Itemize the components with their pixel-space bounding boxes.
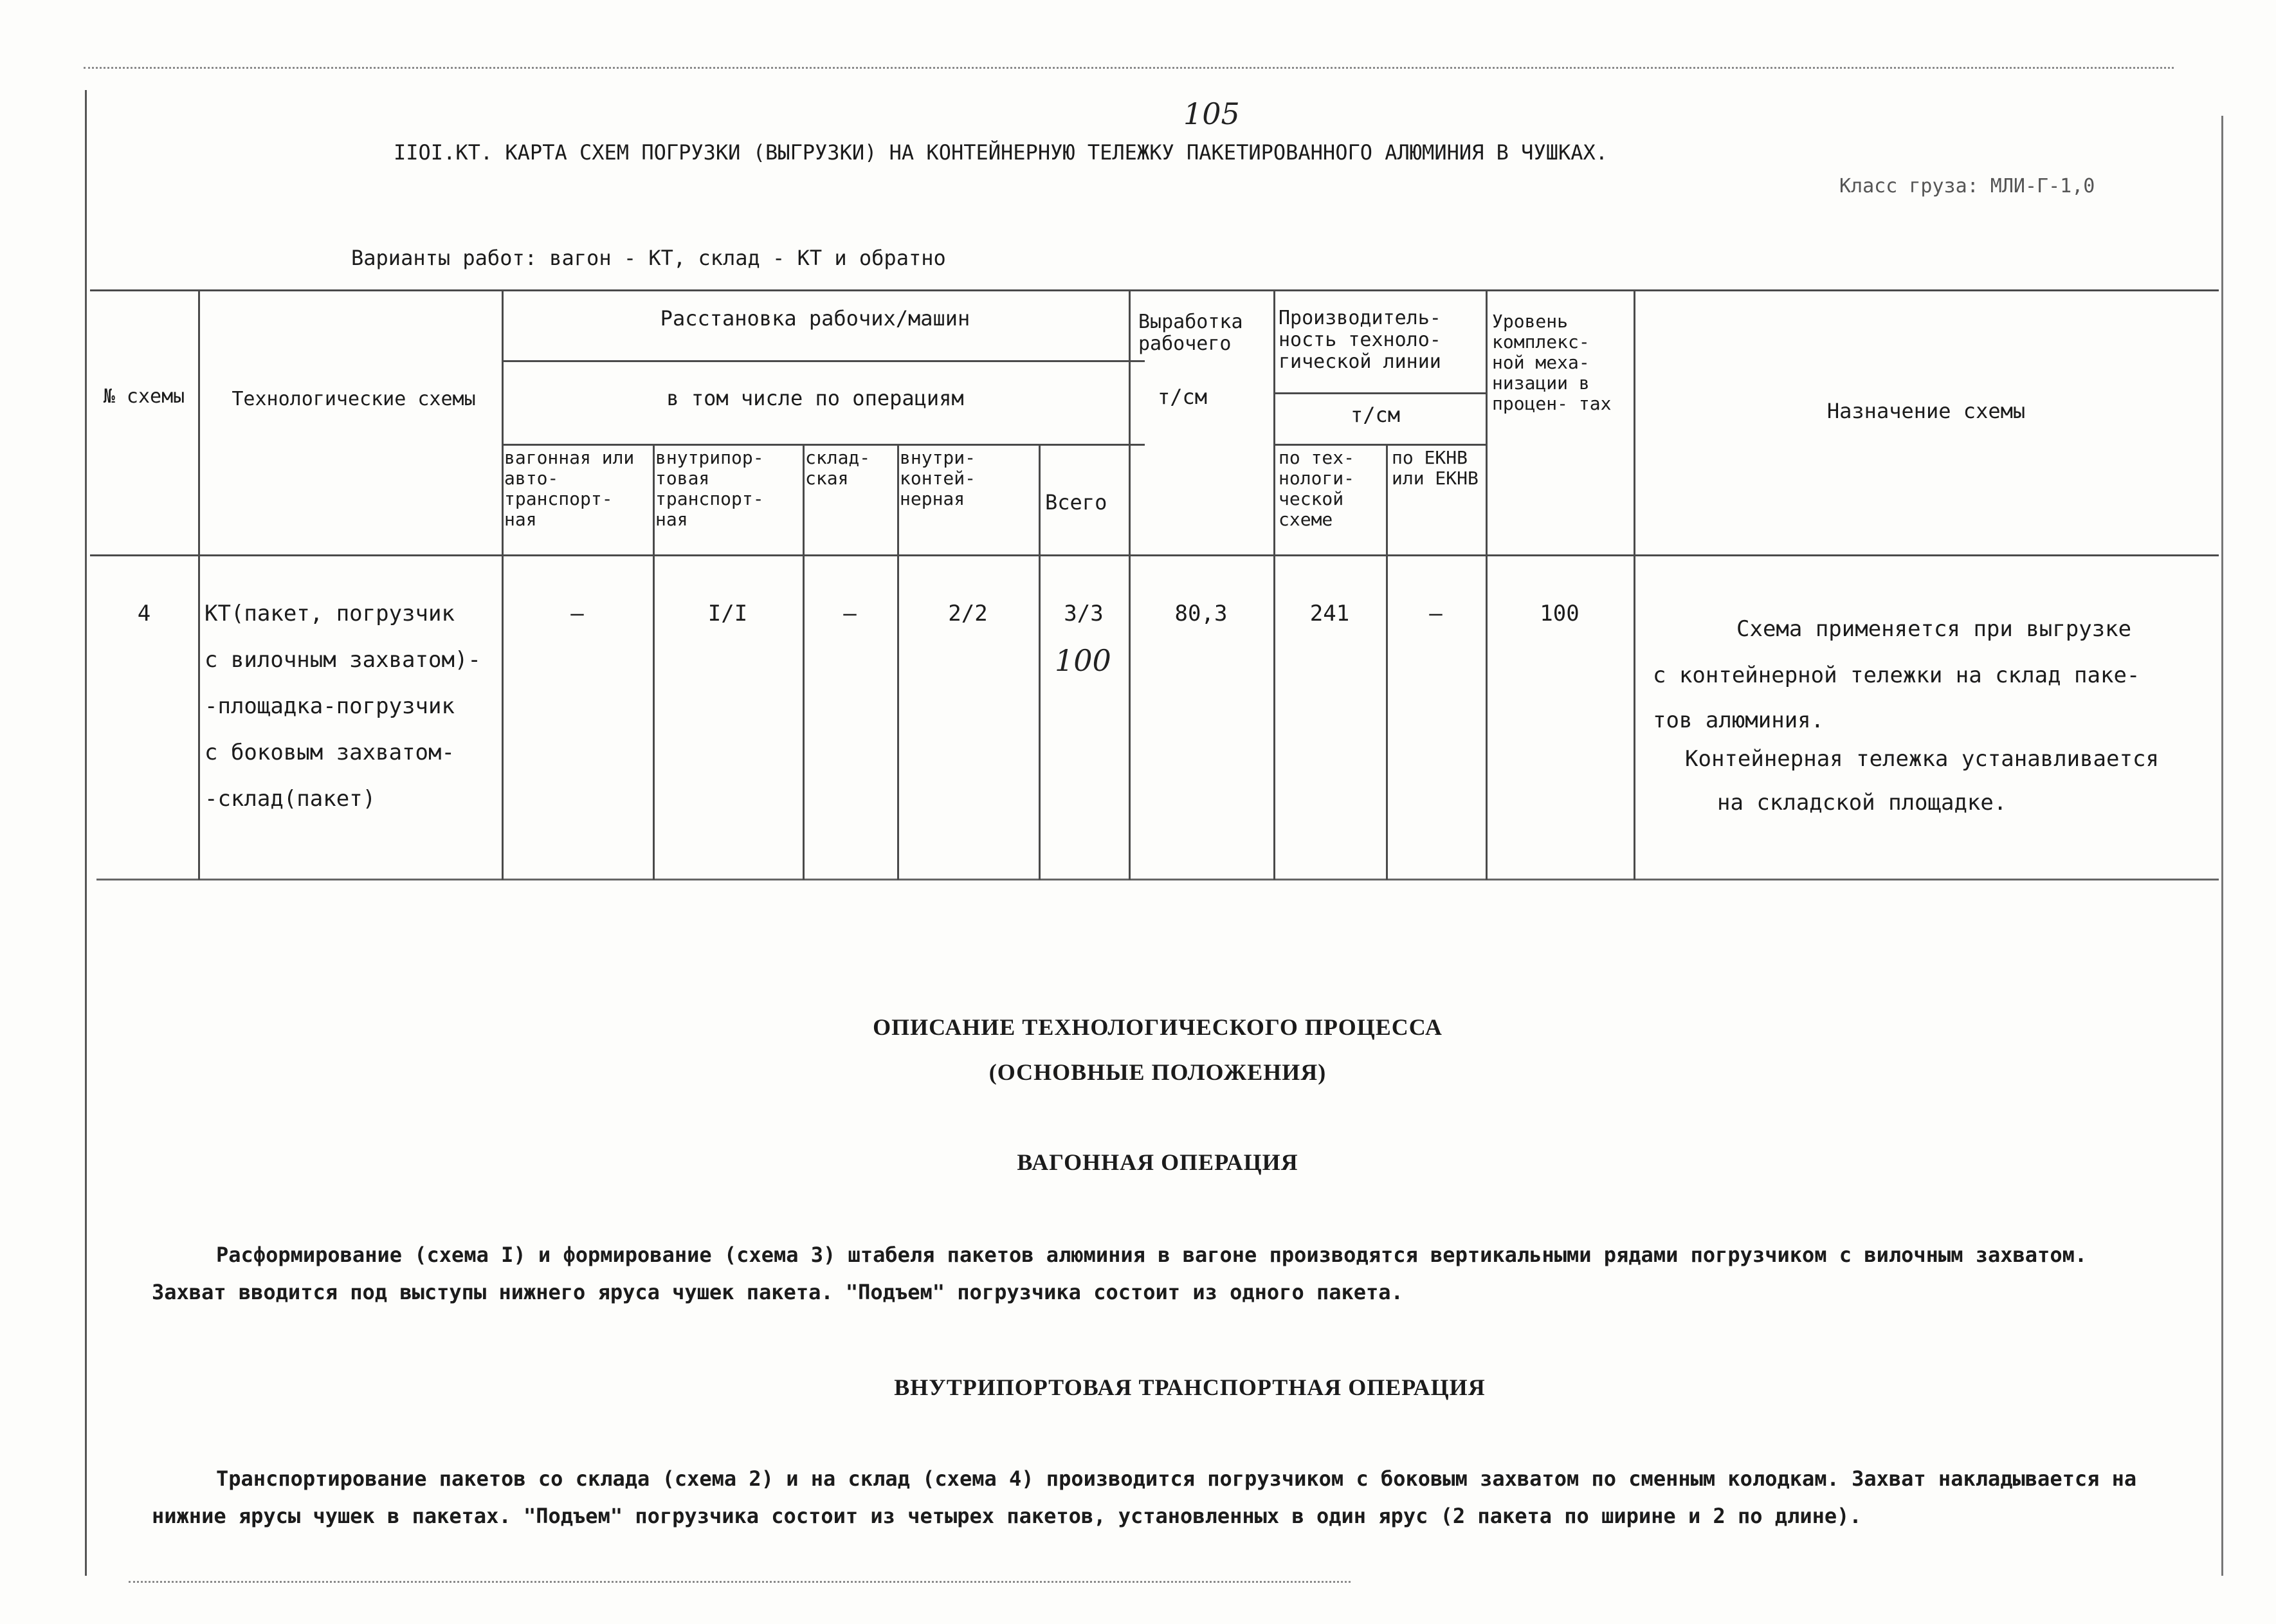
header-scheme-no: № схемы — [103, 385, 185, 408]
row-output: 80,3 — [1174, 601, 1228, 626]
header-productivity: Производитель- ность техноло- гической линии — [1279, 307, 1441, 373]
row-by-norms: – — [1429, 601, 1443, 626]
description-subheading: (ОСНОВНЫЕ ПОЛОЖЕНИЯ) — [988, 1059, 1327, 1085]
table-bottom-border — [96, 879, 2219, 880]
header-operations: в том числе по операциям — [666, 386, 964, 410]
header-col-warehouse: склад- ская — [805, 447, 871, 489]
table-header-border — [90, 554, 2219, 556]
header-output: Выработка рабочего — [1138, 311, 1243, 355]
header-col-wagon: вагонная или авто- транспорт- ная — [504, 447, 635, 530]
header-purpose: Назначение схемы — [1826, 399, 2026, 423]
row-wagon: – — [570, 601, 584, 626]
header-col-container: внутри- контей- нерная — [900, 447, 976, 509]
document-title: IIOI.КТ. КАРТА СХЕМ ПОГРУЗКИ (ВЫГРУЗКИ) НА КОНТЕЙНЕРНУЮ ТЕЛЕЖКУ ПАКЕТИРОВАННОГО АЛЮМИНИЯ В ЧУШКАХ. — [394, 140, 1608, 165]
header-productivity-unit: т/см — [1351, 403, 1401, 427]
row-scheme-no: 4 — [137, 601, 151, 626]
scan-edge-top — [84, 67, 2174, 69]
table-top-border — [90, 289, 2219, 291]
description-heading: ОПИСАНИЕ ТЕХНОЛОГИЧЕСКОГО ПРОЦЕССА — [873, 1014, 1443, 1040]
row-tech-scheme-line-1: КТ(пакет, погрузчик — [205, 601, 455, 626]
row-by-scheme: 241 — [1309, 601, 1350, 626]
row-internal: I/I — [707, 601, 748, 626]
header-placement: Расстановка рабочих/машин — [660, 306, 970, 331]
row-purpose-line-4: Контейнерная тележка устанавливается — [1685, 746, 2159, 772]
row-purpose-line-1: Схема применяется при выгрузке — [1736, 616, 2132, 642]
header-col-by-norms: по ЕКНВ или ЕКНВ — [1392, 447, 1479, 489]
section-transport-title: ВНУТРИПОРТОВАЯ ТРАНСПОРТНАЯ ОПЕРАЦИЯ — [894, 1374, 1486, 1400]
scan-edge-bottom — [129, 1581, 1351, 1583]
cargo-class: Класс груза: МЛИ-Г-1,0 — [1839, 175, 2095, 197]
row-tech-scheme-line-2: с вилочным захватом)- — [205, 647, 481, 673]
page-number: 105 — [1183, 96, 1240, 131]
header-tech-schemes: Технологические схемы — [232, 388, 476, 410]
header-col-internal: внутрипор- товая транспорт- ная — [655, 447, 764, 530]
section-wagon-title: ВАГОННАЯ ОПЕРАЦИЯ — [1017, 1149, 1298, 1175]
row-purpose-line-2: с контейнерной тележки на склад паке- — [1653, 662, 2140, 688]
row-tech-scheme-line-3: -площадка-погрузчик — [205, 693, 455, 719]
row-tech-scheme-line-4: с боковым захватом- — [205, 740, 455, 765]
row-container: 2/2 — [948, 601, 988, 626]
section-wagon-text: Расформирование (схема I) и формирование (схема 3) штабеля пакетов алюминия в вагоне производятся вертикальными рядами погрузчиком с вилочным захватом. Захват вводится под выступы нижнего яруса чушек пакета. "Подъем" погрузчика состоит из одного пакета. — [152, 1243, 2088, 1304]
header-mechanization: Уровень комплекс- ной меха- низации в процен- тах — [1492, 311, 1612, 414]
row-total-handwritten: 100 — [1055, 643, 1111, 678]
header-output-unit: т/см — [1158, 385, 1208, 409]
header-col-total: Всего — [1045, 490, 1107, 515]
page-border-right — [2221, 116, 2223, 1576]
section-transport-text: Транспортирование пакетов со склада (схема 2) и на склад (схема 4) производится погрузчиком с боковым захватом по сменным колодкам. Захват накладывается на нижние ярусы чушек в пакетах. "Подъем" погрузчика состоит из четырех пакетов, установленных в один ярус (2 пакета по ширине и 2 по длине). — [152, 1466, 2137, 1528]
row-tech-scheme-line-5: -склад(пакет) — [205, 786, 376, 812]
work-variants: Варианты работ: вагон - КТ, склад - КТ и обратно — [351, 246, 946, 270]
row-purpose-line-3: тов алюминия. — [1653, 707, 1825, 733]
header-col-by-scheme: по тех- нологи- ческой схеме — [1279, 447, 1355, 530]
row-purpose-line-5: на складской площадке. — [1717, 790, 2007, 816]
row-warehouse: – — [843, 601, 857, 626]
row-total: 3/3 — [1064, 601, 1104, 626]
row-mechanization: 100 — [1540, 601, 1580, 626]
page-border-left — [85, 90, 87, 1576]
